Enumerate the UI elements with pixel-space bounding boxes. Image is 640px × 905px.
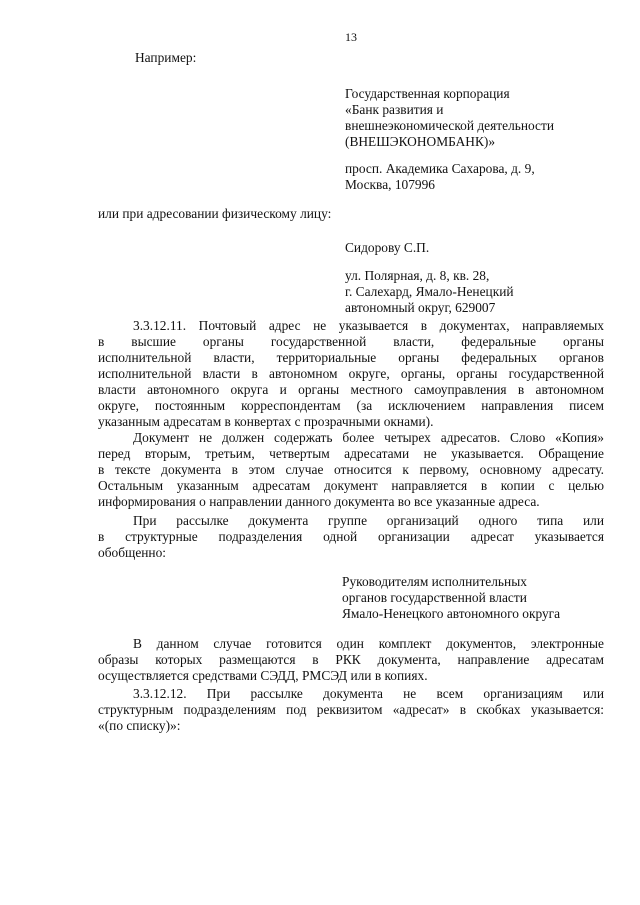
paragraph-line: 3.3.12.11. Почтовый адрес не указывается в документах, направляемых — [133, 318, 604, 333]
paragraph-line: В данном случае готовится один комплект документов, электронные — [133, 636, 604, 651]
address-line: г. Салехард, Ямало-Ненецкий — [345, 284, 514, 299]
paragraph-line: При рассылке документа группе организаций одного типа или — [133, 513, 604, 528]
paragraph-line: исполнительной власти в автономном округе, органы, органы государственной — [98, 366, 604, 381]
individual-label: или при адресовании физическому лицу: — [98, 206, 332, 221]
recipient-line: Сидорову С.П. — [345, 240, 430, 255]
paragraph-line: округе, постоянным корреспондентам (за исключением направления писем — [98, 398, 604, 413]
paragraph-line: исполнительной власти, территориальные органы федеральных органов — [98, 350, 604, 365]
paragraph-line: обобщенно: — [98, 545, 167, 560]
recipient-line: Руководителям исполнительных — [342, 574, 527, 589]
paragraph-line: осуществляется средствами СЭДД, РМСЭД или в копиях. — [98, 668, 428, 683]
address-line: просп. Академика Сахарова, д. 9, — [345, 161, 535, 176]
paragraph-line: власти автономного округа и органы местного самоуправления в автономном — [98, 382, 604, 397]
recipient-line: (ВНЕШЭКОНОМБАНК)» — [345, 134, 496, 149]
paragraph-line: в высшие органы государственной власти, федеральные органы — [98, 334, 604, 349]
paragraph-line: «(по списку)»: — [98, 718, 181, 733]
recipient-line: Государственная корпорация — [345, 86, 510, 101]
paragraph-line: Документ не должен содержать более четырех адресатов. Слово «Копия» — [133, 430, 604, 445]
address-line: Москва, 107996 — [345, 177, 436, 192]
address-line: ул. Полярная, д. 8, кв. 28, — [345, 268, 490, 283]
recipient-line: Ямало-Ненецкого автономного округа — [342, 606, 561, 621]
recipient-line: «Банк развития и — [345, 102, 444, 117]
example-label: Например: — [135, 50, 197, 65]
paragraph-line: информирования о направлении данного документа во все указанные адреса. — [98, 494, 540, 509]
paragraph-line: структурным подразделениям под реквизитом «адресат» в скобках указывается: — [98, 702, 604, 717]
paragraph-line: 3.3.12.12. При рассылке документа не всем организациям или — [133, 686, 604, 701]
paragraph-line: в структурные подразделения одной организации адресат указывается — [98, 529, 604, 544]
page-number: 13 — [345, 30, 357, 44]
address-line: автономный округ, 629007 — [345, 300, 496, 315]
recipient-line: органов государственной власти — [342, 590, 527, 605]
paragraph-line: образы которых размещаются в РКК документа, направление адресатам — [98, 652, 604, 667]
paragraph-line: указанным адресатам в конвертах с прозрачными окнами). — [98, 414, 434, 429]
paragraph-line: в тексте документа в этом случае относится к первому, основному адресату. — [98, 462, 604, 477]
paragraph-line: перед вторым, третьим, четвертым адресатами не указывается. Обращение — [98, 446, 604, 461]
paragraph-line: Остальным указанным адресатам документ направляется в копии с целью — [98, 478, 604, 493]
recipient-line: внешнеэкономической деятельности — [345, 118, 555, 133]
